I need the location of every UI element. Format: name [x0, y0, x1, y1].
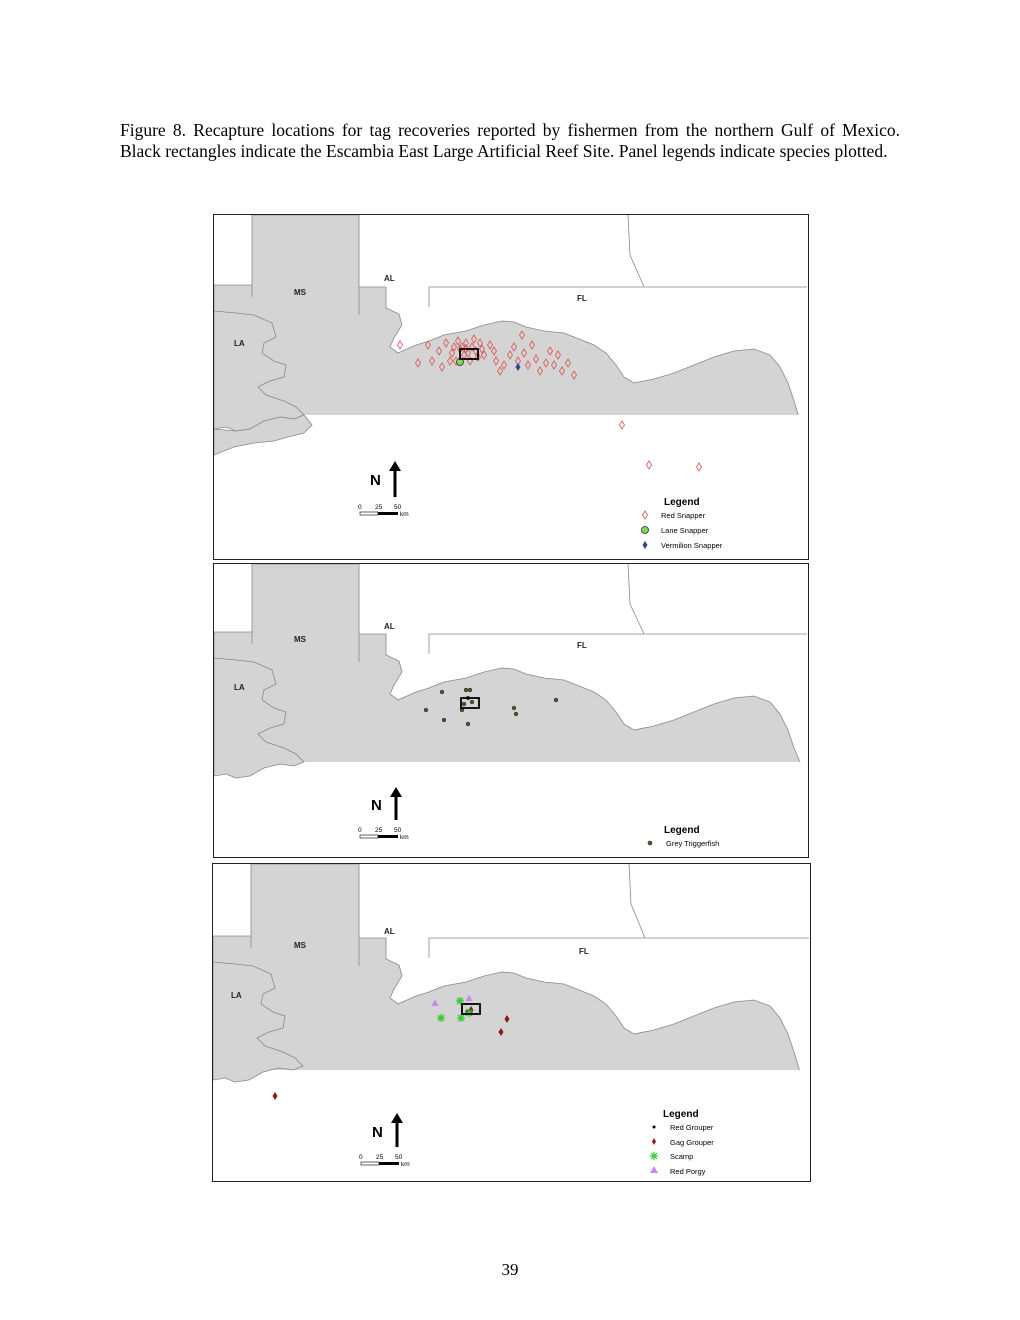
svg-text:0: 0	[358, 827, 362, 834]
state-label-ms: MS	[294, 288, 306, 297]
svg-text:25: 25	[375, 827, 383, 834]
state-label-ms: MS	[294, 635, 306, 644]
page-number: 39	[501, 1260, 519, 1279]
svg-text:km: km	[401, 1161, 410, 1168]
svg-text:50: 50	[394, 827, 402, 834]
state-label-la: LA	[234, 339, 245, 348]
map-panel-snappers	[213, 214, 809, 560]
grey-triggerfish-marker	[464, 688, 468, 692]
svg-text:km: km	[400, 834, 409, 841]
figure-caption: Figure 8. Recapture locations for tag recoveries reported by fishermen from the northern Gulf of Mexico. Black rectangles indicate the Escambia East Large Artificial Reef Site. Panel legends indicate species plotted.	[120, 120, 900, 161]
grey-triggerfish-marker	[554, 698, 558, 702]
landmass	[214, 564, 807, 856]
state-label-al: AL	[384, 274, 395, 283]
grey-triggerfish-marker	[466, 722, 470, 726]
legend-vermilion-snapper: Vermilion Snapper	[661, 541, 723, 550]
svg-text:N: N	[371, 797, 382, 814]
svg-text:25: 25	[375, 504, 383, 511]
red-snapper-marker	[398, 341, 403, 349]
legend-red-porgy: Red Porgy	[670, 1167, 706, 1176]
state-label-fl: FL	[579, 947, 589, 956]
svg-text:50: 50	[394, 504, 402, 511]
svg-text:N: N	[370, 472, 381, 489]
grey-triggerfish-marker	[442, 718, 446, 722]
svg-text:0: 0	[358, 504, 362, 511]
state-label-la: LA	[231, 991, 242, 1000]
state-label-fl: FL	[577, 294, 587, 303]
scamp-marker	[465, 1009, 473, 1017]
state-label-fl: FL	[577, 641, 587, 650]
svg-text:Legend: Legend	[664, 497, 700, 508]
map-panel-groupers	[212, 863, 811, 1182]
svg-text:0: 0	[359, 1154, 363, 1161]
svg-text:Legend: Legend	[663, 1109, 699, 1120]
map-panel-triggerfish	[213, 563, 809, 858]
scamp-marker	[457, 1014, 465, 1022]
legend-grey-triggerfish: Grey Triggerfish	[666, 839, 720, 848]
grey-triggerfish-marker	[424, 708, 428, 712]
svg-text:N: N	[372, 1124, 383, 1141]
svg-text:km: km	[400, 511, 409, 518]
state-label-la: LA	[234, 683, 245, 692]
legend-gag-grouper: Gag Grouper	[670, 1138, 714, 1147]
svg-text:Legend: Legend	[664, 825, 700, 836]
grey-triggerfish-marker	[468, 688, 472, 692]
svg-text:50: 50	[395, 1154, 403, 1161]
state-label-ms: MS	[294, 941, 306, 950]
scamp-marker	[437, 1014, 445, 1022]
grey-triggerfish-marker	[514, 712, 518, 716]
legend-lane-snapper: Lane Snapper	[661, 526, 709, 535]
landmass	[213, 864, 809, 1180]
grey-triggerfish-marker	[512, 706, 516, 710]
legend-scamp: Scamp	[670, 1152, 694, 1161]
state-label-al: AL	[384, 622, 395, 631]
grey-triggerfish-marker	[462, 702, 466, 706]
svg-text:25: 25	[376, 1154, 384, 1161]
grey-triggerfish-marker	[470, 700, 474, 704]
legend-red-grouper: Red Grouper	[670, 1123, 714, 1132]
state-label-al: AL	[384, 927, 395, 936]
legend-red-snapper: Red Snapper	[661, 511, 706, 520]
landmass	[214, 215, 807, 558]
grey-triggerfish-marker	[440, 690, 444, 694]
